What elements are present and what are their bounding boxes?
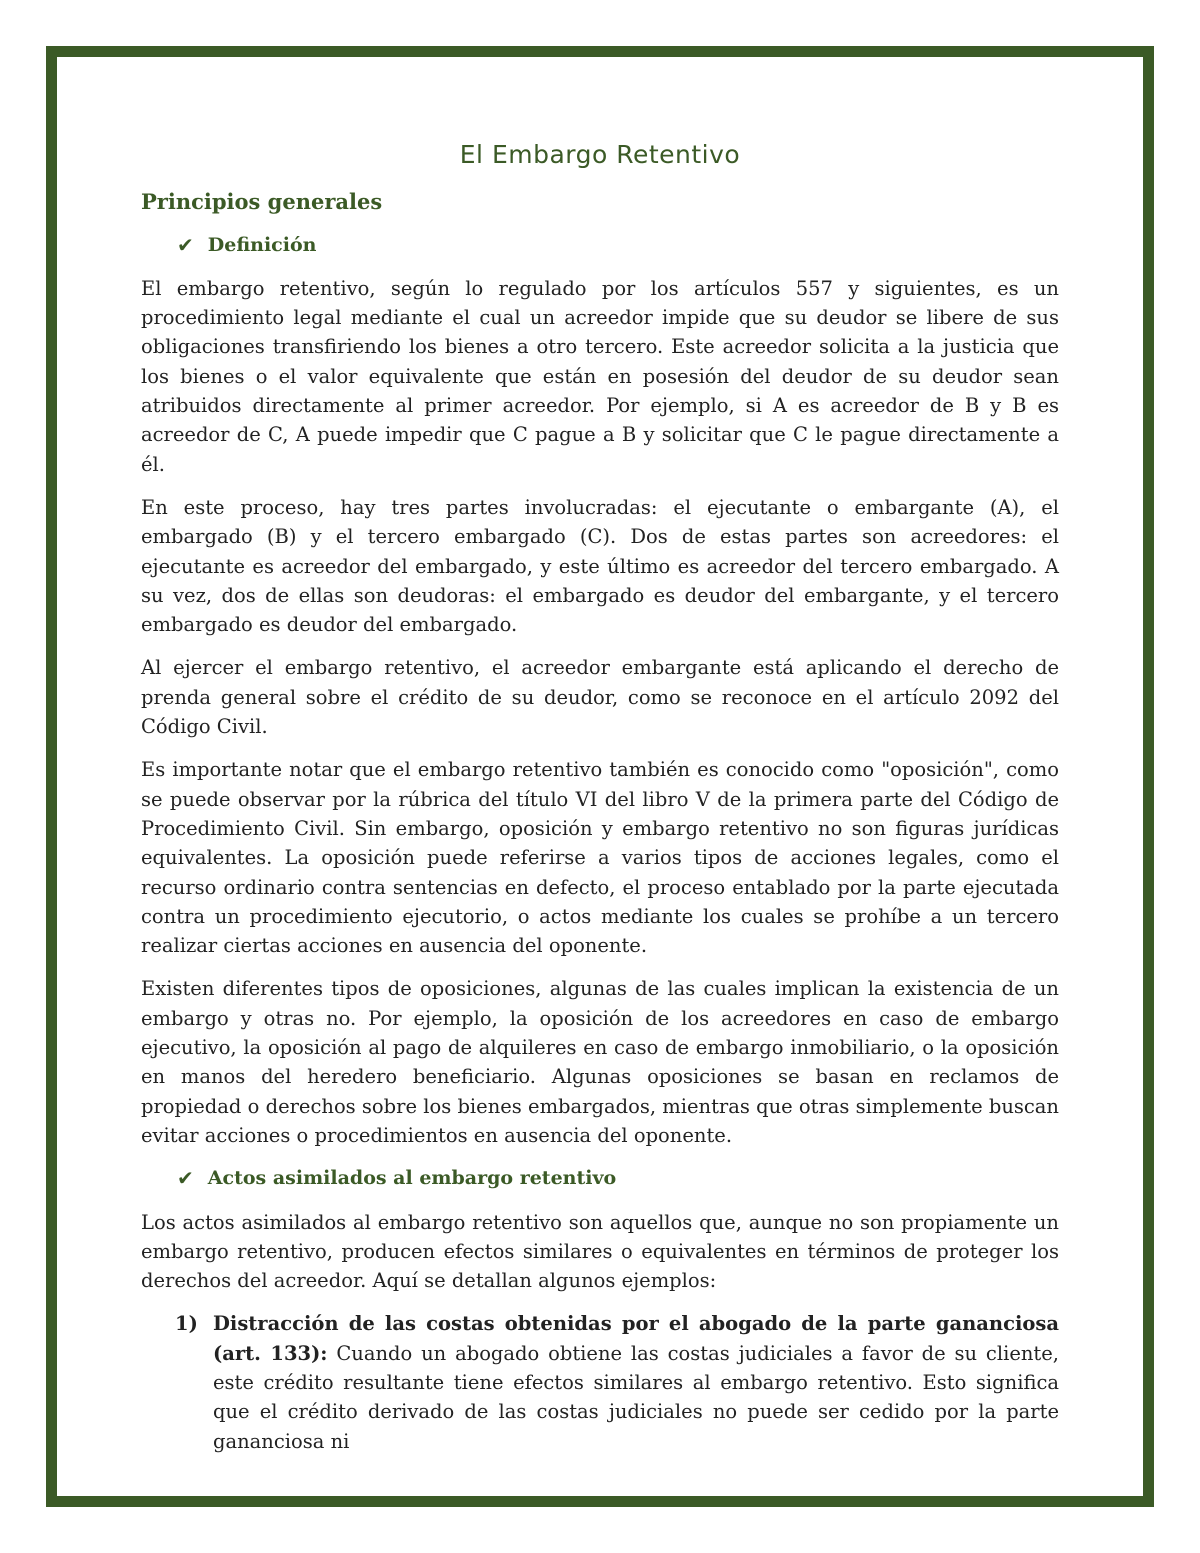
- checkmark-icon: ✔: [177, 1166, 194, 1191]
- numbered-list-item: [175, 1309, 1059, 1455]
- subsection-heading-actos: [177, 1164, 1059, 1193]
- subsection-label: Definición: [207, 233, 317, 256]
- section-heading: Principios generales: [141, 189, 383, 215]
- checkmark-icon: ✔: [177, 232, 194, 257]
- list-item-bold-title: Distracción de las costas obtenidas por el abogado de la parte gananciosa (art. 133):: [213, 1312, 1059, 1365]
- subsection-heading-definicion: [177, 231, 1059, 260]
- paragraph: Existen diferentes tipos de oposiciones, algunas de las cuales implican la existencia de un embargo y otras no. Por ejemplo, la oposición de los acreedores en caso de embargo ejecutivo, la oposición al pago de alquileres en caso de embargo inmobiliario, o la oposición en manos del heredero beneficiario. Algunas oposiciones se basan en reclamos de propiedad o derechos sobre los bienes embargados, mientras que otras simplemente buscan evitar acciones o procedimientos en ausencia del oponente.: [141, 977, 1059, 1147]
- subsection-label: Actos asimilados al embargo retentivo: [207, 1167, 617, 1190]
- paragraph: El embargo retentivo, según lo regulado por los artículos 557 y siguientes, es un procedimiento legal mediante el cual un acreedor impide que su deudor se libere de sus obligaciones transfiriendo los bienes a otro tercero. Este acreedor solicita a la justicia que los bienes o el valor equivalente que están en posesión del deudor de su deudor sean atribuidos directamente al primer acreedor. Por ejemplo, si A es acreedor de B y B es acreedor de C, A puede impedir que C pague a B y solicitar que C le pague directamente a él.: [141, 276, 1059, 476]
- document-title: El Embargo Retentivo: [459, 140, 741, 169]
- paragraph: Es importante notar que el embargo retentivo también es conocido como "oposición", como se puede observar por la rúbrica del título VI del libro V de la primera parte del Código de Procedimiento Civil. Sin embargo, oposición y embargo retentivo no son figuras jurídicas equivalentes. La oposición puede referirse a varios tipos de acciones legales, como el recurso ordinario contra sentencias en defecto, el proceso entablado por la parte ejecutada contra un procedimiento ejecutorio, o actos mediante los cuales se prohíbe a un tercero realizar ciertas acciones en ausencia del oponente.: [141, 758, 1059, 958]
- paragraph: En este proceso, hay tres partes involucradas: el ejecutante o embargante (A), el embargado (B) y el tercero embargado (C). Dos de estas partes son acreedores: el ejecutante es acreedor del embargado, y este último es acreedor del tercero embargado. A su vez, dos de ellas son deudoras: el embargado es deudor del embargante, y el tercero embargado es deudor del embargado.: [141, 495, 1059, 637]
- list-number: 1): [175, 1312, 198, 1336]
- paragraph: Al ejercer el embargo retentivo, el acreedor embargante está aplicando el derecho de prenda general sobre el crédito de su deudor, como se reconoce en el artículo 2092 del Código Civil.: [141, 656, 1059, 739]
- paragraph: Los actos asimilados al embargo retentivo son aquellos que, aunque no son propiamente un embargo retentivo, producen efectos similares o equivalentes en términos de proteger los derechos del acreedor. Aquí se detallan algunos ejemplos:: [141, 1210, 1059, 1293]
- list-item-body: [213, 1309, 1059, 1455]
- document-body: [141, 140, 1059, 1456]
- list-item-text: Cuando un abogado obtiene las costas judiciales a favor de su cliente, este crédito resultante tiene efectos similares al embargo retentivo. Esto significa que el crédito derivado de las costas judiciales no puede ser cedido por la parte gananciosa ni: [213, 1341, 1059, 1453]
